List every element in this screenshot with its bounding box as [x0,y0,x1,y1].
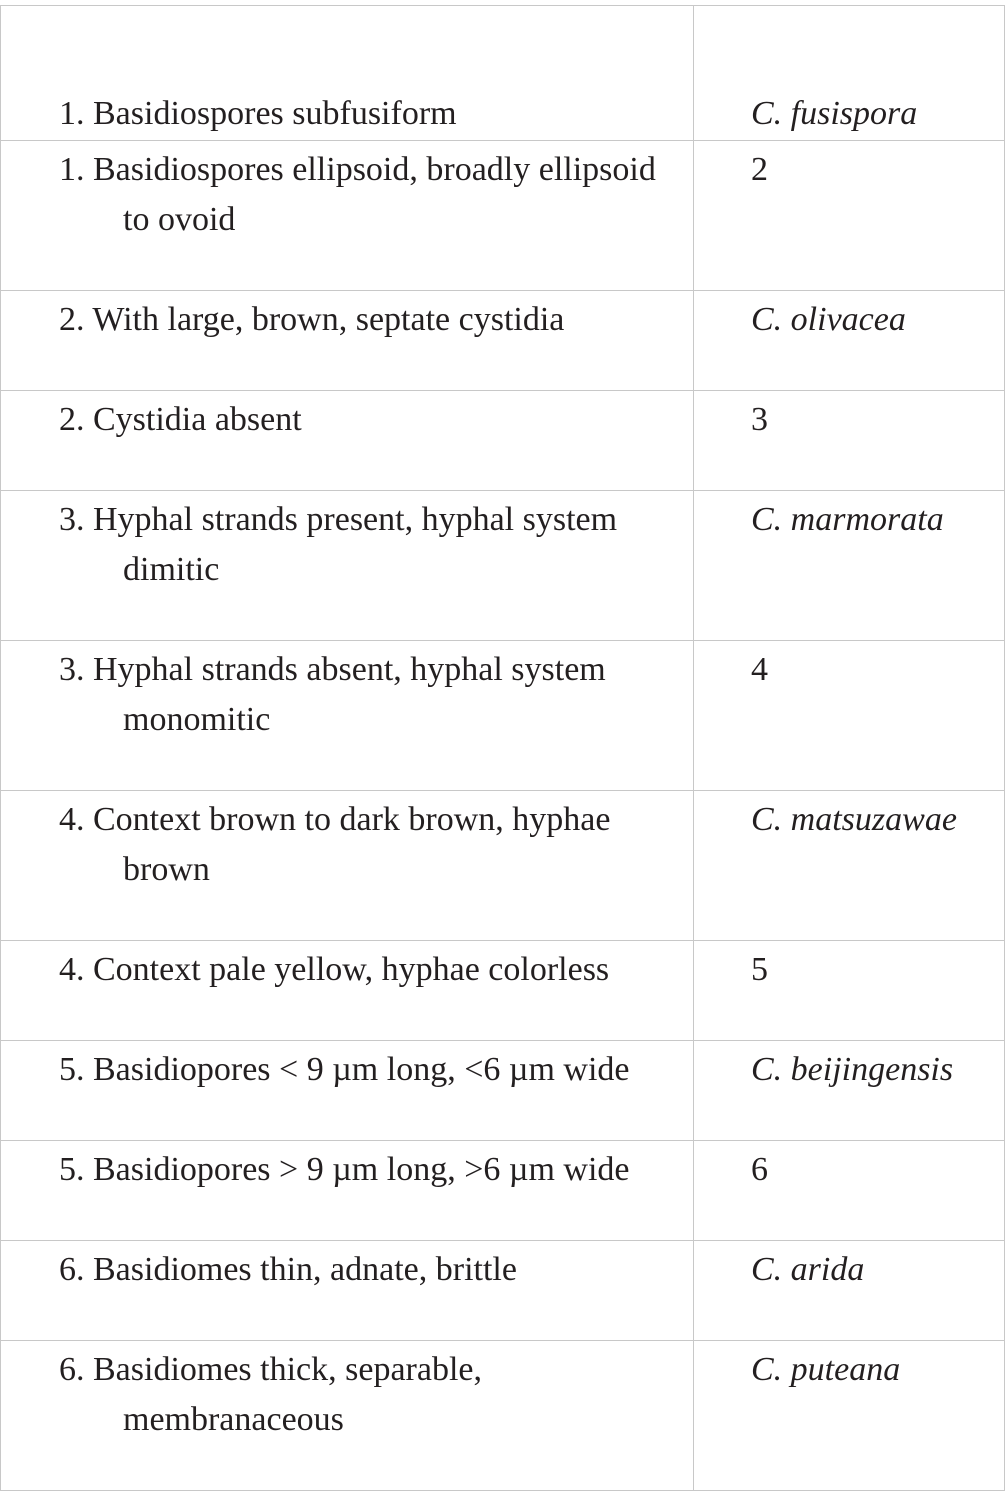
key-result-cell [694,641,1005,791]
key-description: 1. Basidiospores ellipsoid, broadly ellipsoid to ovoid [59,151,656,238]
key-description: 1. Basidiospores subfusiform [59,95,457,132]
key-result-step: 5 [751,951,768,988]
key-description-cell [1,291,694,391]
key-description-cell [1,141,694,291]
key-result-species: C. matsuzawae [751,801,957,838]
table-row [1,391,1005,491]
key-result-cell [694,6,1005,141]
key-result-cell [694,791,1005,941]
identification-key-table [0,5,1005,1491]
key-description-cell [1,491,694,641]
table-row [1,1241,1005,1341]
key-result-cell [694,391,1005,491]
key-description: 6. Basidiomes thin, adnate, brittle [59,1251,517,1288]
key-description: 6. Basidiomes thick, separable, membranaceous [59,1351,483,1438]
table-row [1,1341,1005,1491]
key-description-cell [1,1341,694,1491]
key-description-cell [1,391,694,491]
key-result-step: 2 [751,151,768,188]
key-result-cell [694,291,1005,391]
table-row [1,491,1005,641]
table-row [1,641,1005,791]
key-description-cell [1,1141,694,1241]
key-result-cell [694,491,1005,641]
table-row [1,6,1005,141]
key-description-cell [1,1041,694,1141]
table-row [1,141,1005,291]
key-result-species: C. fusispora [751,95,918,132]
key-description: 4. Context brown to dark brown, hyphae brown [59,801,611,888]
key-result-species: C. puteana [751,1351,901,1388]
key-description: 2. Cystidia absent [59,401,302,438]
key-description: 4. Context pale yellow, hyphae colorless [59,951,610,988]
key-result-cell [694,1241,1005,1341]
key-description: 5. Basidiopores < 9 µm long, <6 µm wide [59,1051,630,1088]
key-result-cell [694,1041,1005,1141]
key-result-step: 3 [751,401,768,438]
key-result-cell [694,1341,1005,1491]
key-description: 3. Hyphal strands present, hyphal system dimitic [59,501,618,588]
key-result-species: C. beijingensis [751,1051,954,1088]
table-row [1,791,1005,941]
key-description: 5. Basidiopores > 9 µm long, >6 µm wide [59,1151,630,1188]
key-description-cell [1,791,694,941]
table-row [1,1041,1005,1141]
key-result-species: C. arida [751,1251,865,1288]
key-result-step: 6 [751,1151,768,1188]
key-description: 3. Hyphal strands absent, hyphal system monomitic [59,651,606,738]
key-result-cell [694,941,1005,1041]
table-row [1,1141,1005,1241]
key-description-cell [1,941,694,1041]
key-result-cell [694,1141,1005,1241]
table-row [1,291,1005,391]
key-description-cell [1,1241,694,1341]
key-result-cell [694,141,1005,291]
key-result-species: C. olivacea [751,301,906,338]
table-row [1,941,1005,1041]
key-result-step: 4 [751,651,768,688]
key-description-cell [1,6,694,141]
key-result-species: C. marmorata [751,501,944,538]
key-description-cell [1,641,694,791]
key-description: 2. With large, brown, septate cystidia [59,301,565,338]
